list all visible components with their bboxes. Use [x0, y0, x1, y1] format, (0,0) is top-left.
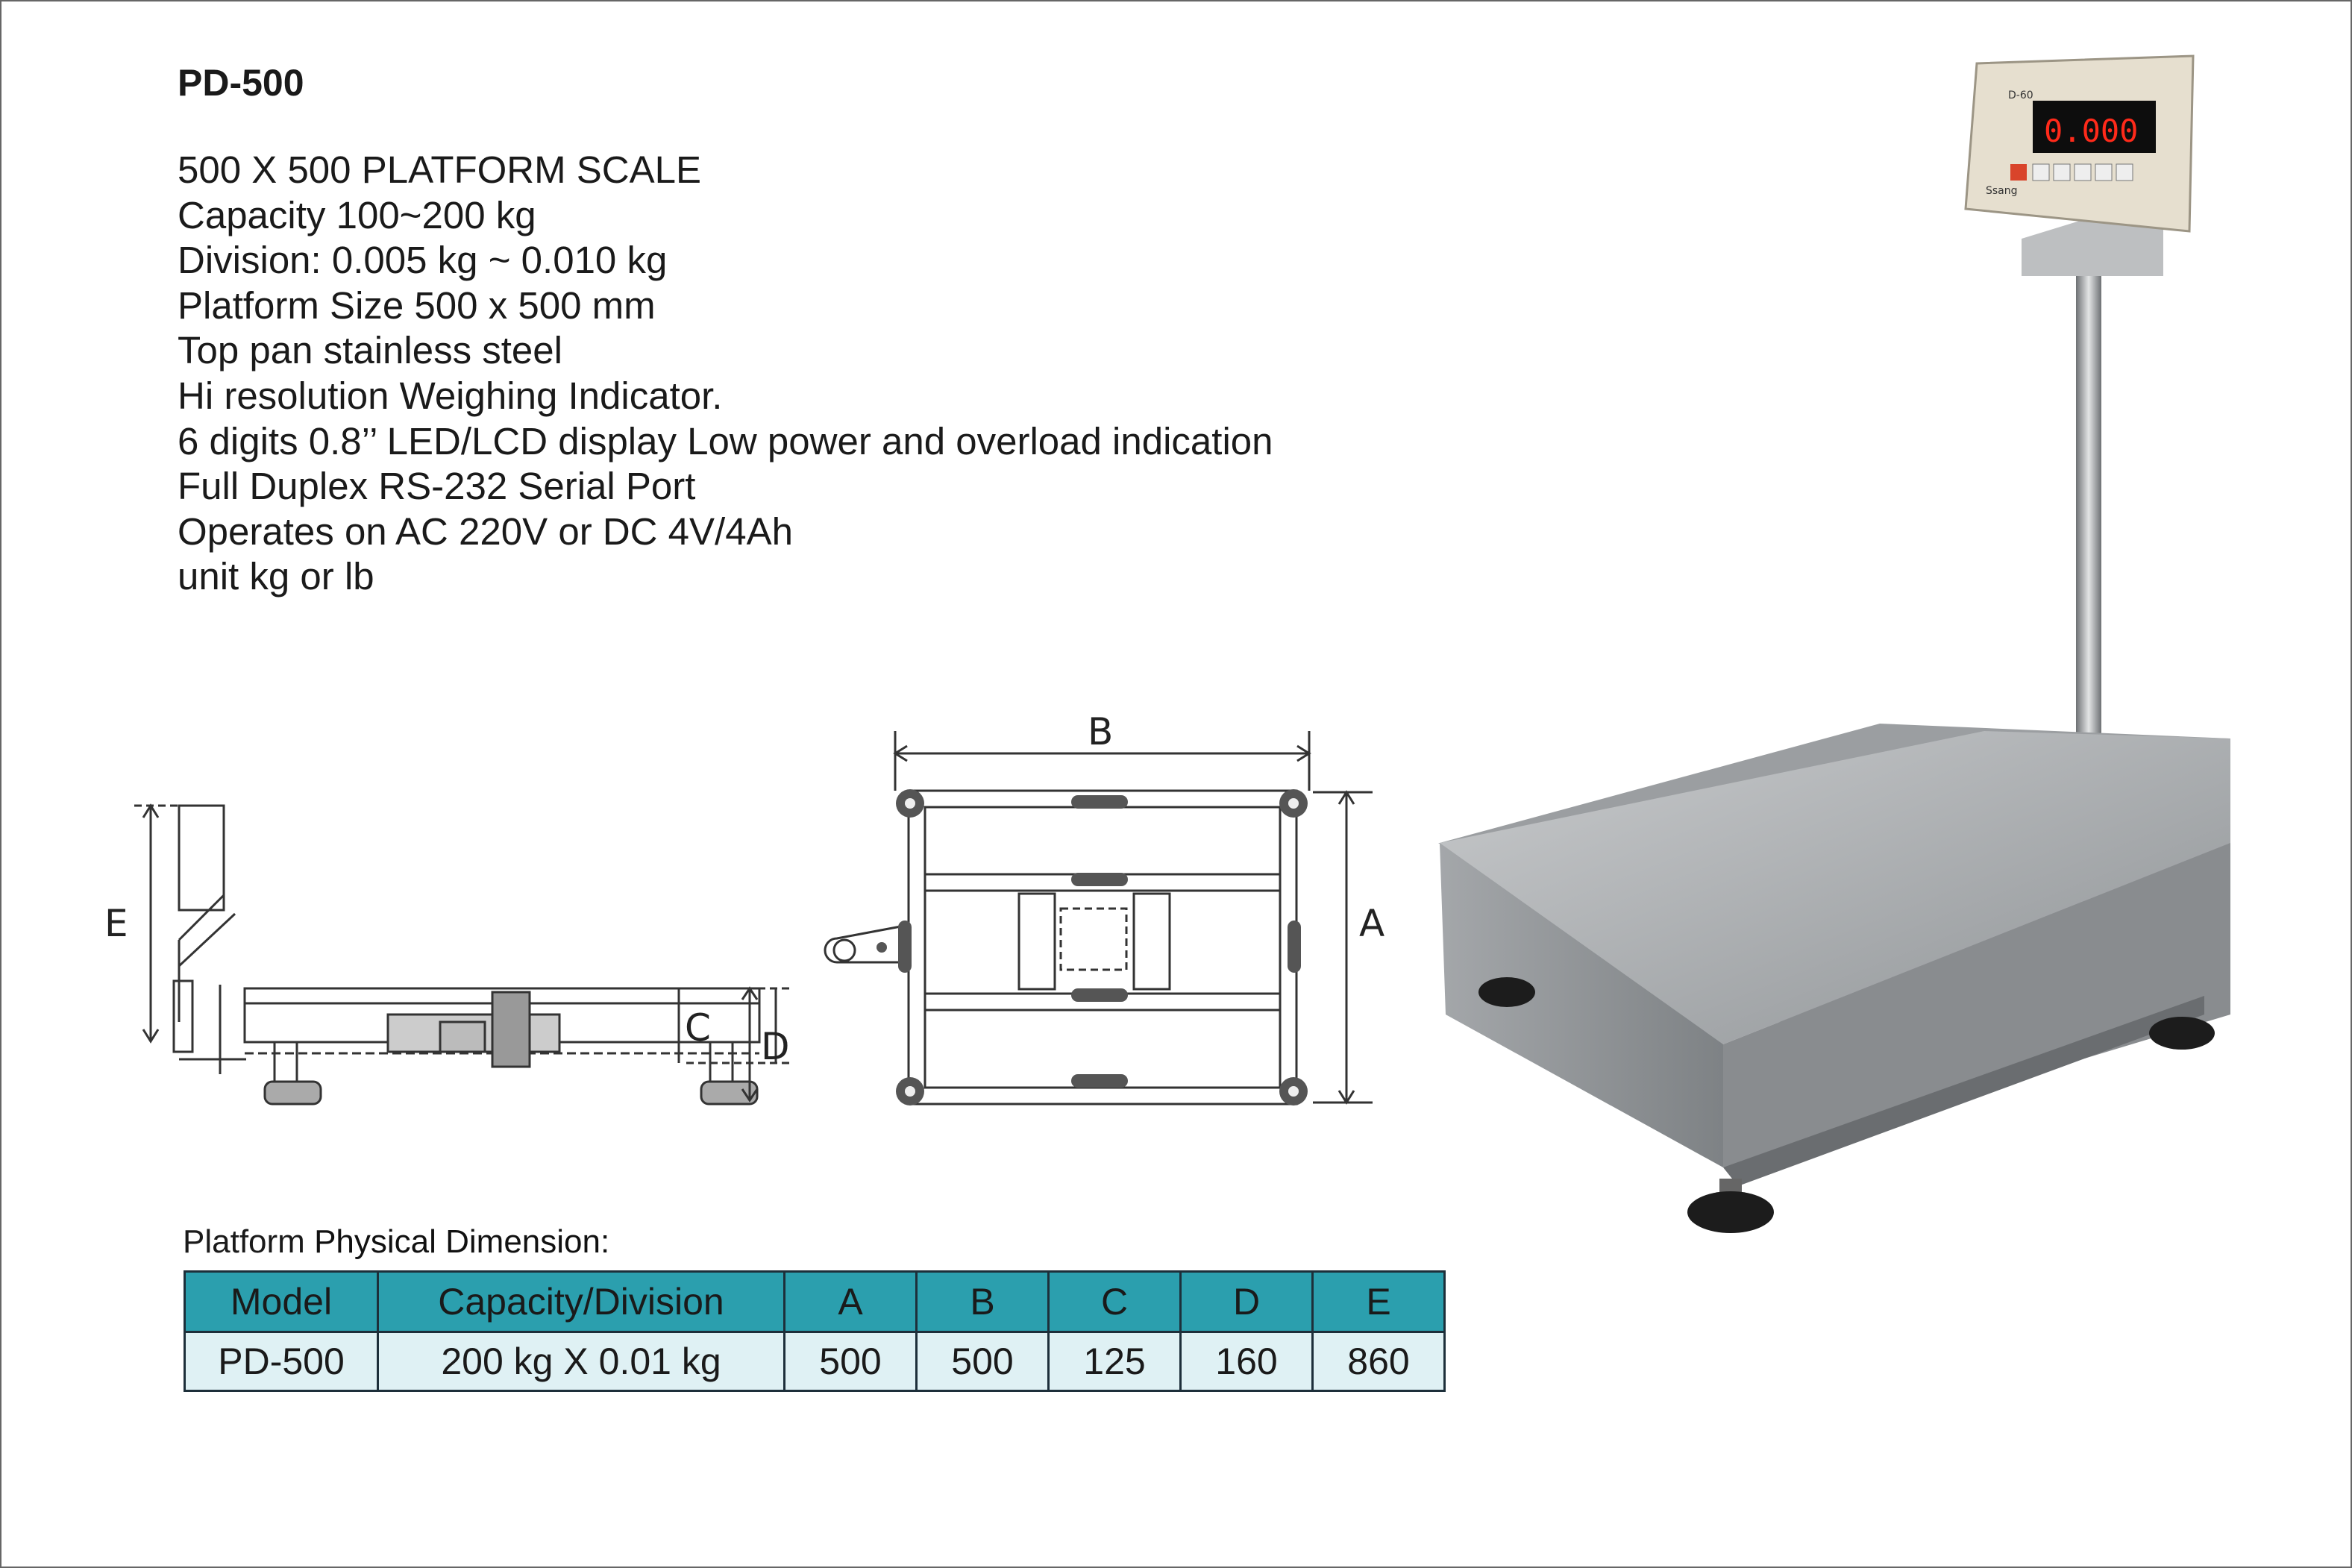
table-caption-physical-dimension: Physical Dimension:: [314, 1223, 610, 1260]
spec-item: Full Duplex RS-232 Serial Port: [178, 465, 696, 508]
spec-item: Platform Size 500 x 500 mm: [178, 283, 656, 327]
cell-model: PD-500: [185, 1332, 378, 1391]
spec-item: 500 X 500 PLATFORM SCALE: [178, 148, 702, 191]
header-b: B: [917, 1272, 1049, 1332]
header-a: A: [785, 1272, 917, 1332]
cell-capacity-division: 200 kg X 0.01 kg: [378, 1332, 785, 1391]
label-c: C: [685, 1006, 711, 1050]
header-c: C: [1049, 1272, 1181, 1332]
weighing-indicator: [1966, 56, 2193, 231]
table-row: [185, 1332, 1445, 1391]
cell-c: 125: [1049, 1332, 1181, 1391]
cell-b: 500: [917, 1332, 1049, 1391]
cell-a: 500: [785, 1332, 917, 1391]
header-d: D: [1181, 1272, 1313, 1332]
indicator-brand: Ssang: [1986, 185, 2018, 197]
dimension-table: [184, 1270, 1446, 1392]
spec-item: 6 digits 0.8’’ LED/LCD display Low power and overload indication: [178, 419, 1273, 462]
table-caption-platform: Platform: [183, 1223, 305, 1260]
label-b: B: [1088, 710, 1114, 753]
spec-item: Top pan stainless steel: [178, 329, 562, 372]
cell-d: 160: [1181, 1332, 1313, 1391]
spec-item: Hi resolution Weighing Indicator.: [178, 374, 723, 417]
label-a: A: [1359, 902, 1385, 945]
product-title: PD-500: [178, 62, 304, 104]
label-d: D: [761, 1025, 790, 1068]
table-caption: [183, 1223, 609, 1261]
spec-list: [178, 148, 1273, 600]
spec-item: Operates on AC 220V or DC 4V/4Ah: [178, 509, 793, 553]
dimension-d-marker: [738, 985, 798, 1111]
side-view-diagram: [104, 776, 791, 1126]
indicator-reading: 0.000: [2044, 113, 2139, 149]
label-e: E: [104, 902, 128, 945]
spec-item: unit kg or lb: [178, 555, 374, 598]
platform-scale-illustration: [1432, 52, 2283, 1276]
table-header-row: [185, 1272, 1445, 1332]
spec-item: Division: 0.005 kg ~ 0.010 kg: [178, 239, 668, 282]
cell-e: 860: [1313, 1332, 1445, 1391]
spec-item: Capacity 100~200 kg: [178, 193, 536, 236]
header-model: Model: [185, 1272, 378, 1332]
header-capacity-division: Capacity/Division: [378, 1272, 785, 1332]
top-view-diagram: [821, 709, 1417, 1126]
indicator-model: D-60: [2008, 90, 2033, 101]
header-e: E: [1313, 1272, 1445, 1332]
